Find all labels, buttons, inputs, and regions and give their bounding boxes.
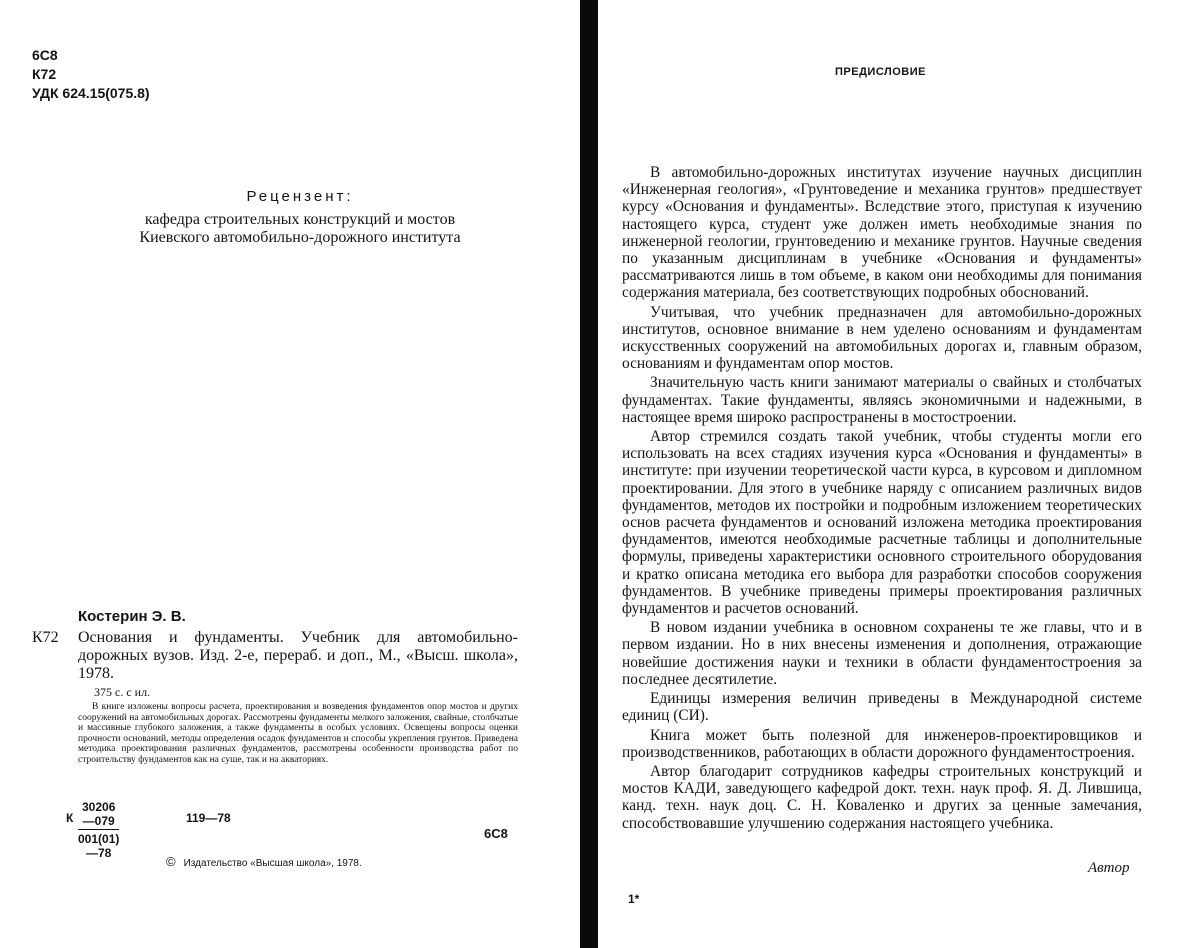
classification-codes — [32, 46, 150, 103]
catalog-card — [32, 608, 518, 765]
author-mark: К72 — [32, 66, 57, 82]
catalog-annotation: В книге изложены вопросы расчета, проектирования и возведения фундаментов опор мостов и других сооружений на автомобильных дорогах. Рассмотрены фундаменты мелкого заложения, свайные, столбчатые и массивные глубокого заложения, а также фундаменты в особых условиях. Освещены вопросы оценки прочности оснований, методы определения осадок фундаментов и способы укрепления грунтов. Приведена методика проектирования различных фундаментов, рассмотрены особенности производства работ по строительству фундаментов как на суше, так и на акваториях. — [78, 702, 518, 765]
left-page — [0, 0, 580, 948]
preface-paragraph: В автомобильно-дорожных институтах изучение научных дисциплин «Инженерная геология», «Грунтоведение и механика грунтов» предшествует курсу «Основания и фундаменты». Вследствие этого, приступая к изучению настоящего курса, студент уже должен иметь необходимые знания по инженерной геологии, грунтоведению и механике грунтов. Научные сведения по указанным дисциплинам в учебнике «Основания и фундаменты» рассматриваются лишь в том объеме, в каком они необходимы для понимания содержания материала, без соответствующих подробных обоснований. — [622, 164, 1142, 302]
bbk-code: 6C8 — [32, 47, 58, 63]
code-numerator: 30206—079 — [78, 800, 119, 830]
bbk-small: 6C8 — [484, 826, 508, 841]
preface-paragraph: Автор благодарит сотрудников кафедры строительных конструкций и мостов КАДИ, заведующего кафедрой докт. техн. наук проф. Я. Д. Лившица, канд. техн. наук доц. С. Н. Коваленко и других за ценные замечания, способствовавшие улучшению содержания настоящего учебника. — [622, 762, 1142, 832]
code-suffix: 119—78 — [186, 811, 231, 825]
book-spine — [580, 0, 598, 948]
catalog-author: Костерин Э. В. — [78, 608, 186, 625]
preface-paragraph: Книга может быть полезной для инженеров-проектировщиков и производственников, работающих в области дорожного фундаментостроения. — [622, 726, 1142, 761]
copyright-line — [166, 854, 362, 869]
preface-paragraph: Значительную часть книги занимают материалы о свайных и столбчатых фундаментах. Такие фундаменты, являясь экономичными и надежными, в настоящее время широко распространены в мостостроении. — [622, 374, 1142, 426]
preface-body — [622, 164, 1142, 834]
preface-signature: Автор — [1088, 860, 1130, 876]
reviewer-block — [60, 188, 540, 247]
preface-paragraph: Учитывая, что учебник предназначен для автомобильно-дорожных институтов, основное внимание в нем уделено основаниям и фундаментам искусственных сооружений на автомобильных дорогах и, главным образом, основаниям и фундаментам опор мостов. — [622, 303, 1142, 373]
preface-paragraph: Единицы измерения величин приведены в Международной системе единиц (СИ). — [622, 690, 1142, 725]
code-fraction — [78, 800, 119, 860]
preface-paragraph: Автор стремился создать такой учебник, чтобы студенты могли его использовать на всех стадиях изучения курса «Основания и фундаменты» в институте: при изучении теоретической части курса, в курсовом и дипломном проектировании. Для этого в учебнике наряду с описанием различных видов фундаментов, методов их постройки и подробным изложением теоретических основ расчета фундаментов и оснований изложена методика проектирования фундаментов, имеются необходимые расчетные таблицы и дополнительные формулы, приведены характеристики основного строительного оборудования и кратко описана методика его выбора для разработки способов сооружения фундаментов. В учебнике приведены примеры проектирования различных фундаментов и расчетов оснований. — [622, 428, 1142, 618]
code-letter: К — [66, 811, 74, 825]
preface-title: ПРЕДИСЛОВИЕ — [835, 66, 926, 78]
catalog-index: К72 — [32, 629, 59, 646]
reviewer-line: Киевского автомобильно-дорожного института — [139, 229, 461, 246]
preface-paragraph: В новом издании учебника в основном сохранены те же главы, что и в первом издании. Но в них внесены изменения и дополнения, отражающие новейшие достижения науки и техники в области фундаментостроения за последнее десятилетие. — [622, 619, 1142, 688]
reviewer-line: кафедра строительных конструкций и мостов — [144, 211, 456, 228]
right-page — [598, 0, 1200, 948]
sheet-mark: 1* — [628, 892, 640, 906]
catalog-description: Основания и фундаменты. Учебник для автомобильно-дорожных вузов. Изд. 2-е, перераб. и доп., М., «Высш. школа», 1978. — [78, 629, 518, 682]
code-denominator: 001(01)—78 — [78, 832, 120, 860]
copyright-icon: © — [166, 854, 176, 869]
catalog-entry — [32, 629, 518, 683]
reviewer-title: Рецензент: — [246, 188, 354, 205]
copyright-text: Издательство «Высшая школа», 1978. — [183, 858, 362, 869]
udc-code: УДК 624.15(075.8) — [32, 85, 150, 101]
catalog-pages: 375 с. с ил. — [94, 685, 151, 699]
